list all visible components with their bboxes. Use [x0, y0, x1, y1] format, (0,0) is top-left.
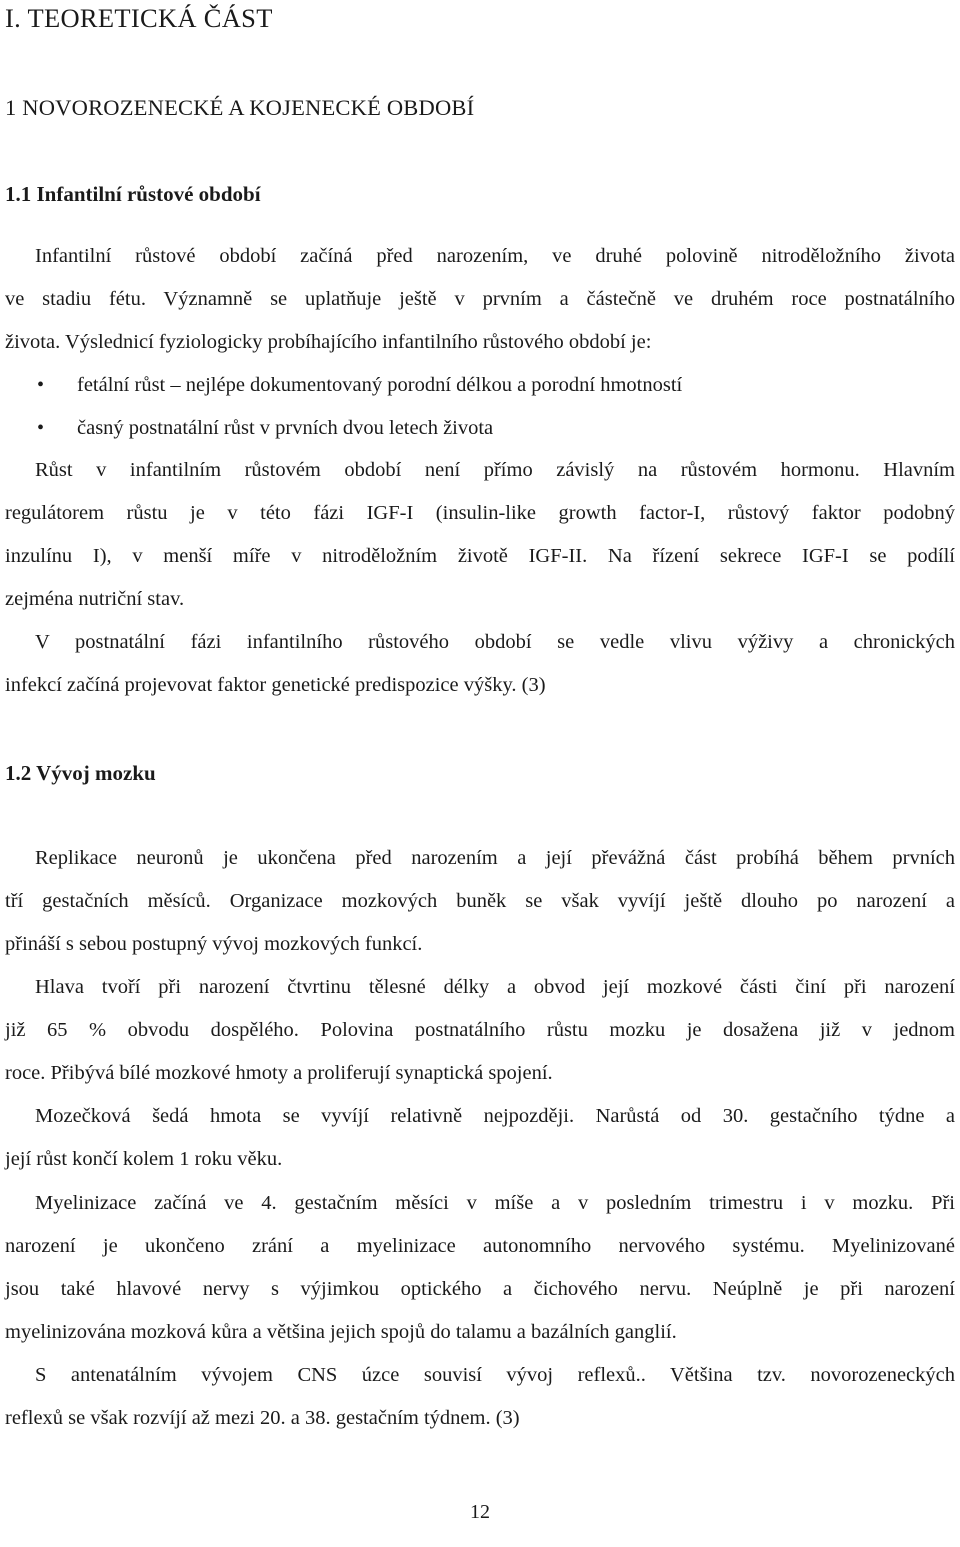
paragraph-line: života. Výslednicí fyziologicky probíhajícího infantilního růstového období je:: [5, 331, 652, 353]
paragraph-line: V postnatální fázi infantilního růstového období se vedle vlivu výživy a chronických: [35, 631, 955, 653]
chapter-heading: I. TEORETICKÁ ČÁST: [5, 3, 273, 33]
paragraph-line: Infantilní růstové období začíná před narozením, ve druhé polovině nitroděložního života: [35, 245, 955, 267]
subsection-heading-1-1: 1.1 Infantilní růstové období: [5, 182, 261, 206]
bullet-icon: •: [37, 374, 45, 396]
paragraph-line: narození je ukončeno zrání a myelinizace autonomního nervového systému. Myelinizované: [5, 1235, 955, 1257]
paragraph-line: S antenatálním vývojem CNS úzce souvisí vývoj reflexů.. Většina tzv. novorozeneckých: [35, 1364, 955, 1386]
paragraph-line: Hlava tvoří při narození čtvrtinu tělesné délky a obvod její mozkové části činí při narození: [35, 976, 955, 998]
paragraph-line: zejména nutriční stav.: [5, 588, 185, 610]
page-number: 12: [470, 1501, 490, 1523]
paragraph-line: Replikace neuronů je ukončena před narozením a její převážná část probíhá během prvních: [35, 847, 955, 869]
paragraph-line: již 65 % obvodu dospělého. Polovina postnatálního růstu mozku je dosažena již v jednom: [5, 1019, 955, 1041]
paragraph-line: myelinizována mozková kůra a většina jejich spojů do talamu a bazálních ganglií.: [5, 1321, 677, 1343]
bullet-item: fetální růst – nejlépe dokumentovaný porodní délkou a porodní hmotností: [77, 374, 683, 396]
paragraph-line: Mozečková šedá hmota se vyvíjí relativně nejpozději. Narůstá od 30. gestačního týdne a: [35, 1105, 955, 1127]
subsection-heading-1-2: 1.2 Vývoj mozku: [5, 761, 156, 785]
paragraph-line: regulátorem růstu je v této fázi IGF-I (insulin-like growth factor-I, růstový faktor podobný: [5, 502, 955, 524]
paragraph-line: Růst v infantilním růstovém období není přímo závislý na růstovém hormonu. Hlavním: [35, 459, 955, 481]
paragraph-line: inzulínu I), v menší míře v nitroděložním životě IGF-II. Na řízení sekrece IGF-I se podílí: [5, 545, 955, 567]
paragraph-line: jsou také hlavové nervy s výjimkou optického a čichového nervu. Neúplně je při narození: [5, 1278, 955, 1300]
paragraph-line: Myelinizace začíná ve 4. gestačním měsíci v míše a v posledním trimestru i v mozku. Při: [35, 1192, 955, 1214]
section-heading: 1 NOVOROZENECKÉ A KOJENECKÉ OBDOBÍ: [5, 95, 475, 120]
paragraph-line: přináší s sebou postupný vývoj mozkových funkcí.: [5, 933, 423, 955]
paragraph-line: reflexů se však rozvíjí až mezi 20. a 38. gestačním týdnem. (3): [5, 1407, 520, 1429]
paragraph-line: infekcí začíná projevovat faktor genetické predispozice výšky. (3): [5, 674, 546, 696]
paragraph-line: roce. Přibývá bílé mozkové hmoty a proliferují synaptická spojení.: [5, 1062, 553, 1084]
paragraph-line: tří gestačních měsíců. Organizace mozkových buněk se však vyvíjí ještě dlouho po narození a: [5, 890, 955, 912]
paragraph-line: ve stadiu fétu. Významně se uplatňuje ještě v prvním a částečně ve druhém roce postnatálního: [5, 288, 955, 310]
bullet-item: časný postnatální růst v prvních dvou letech života: [77, 417, 494, 439]
paragraph-line: její růst končí kolem 1 roku věku.: [5, 1148, 283, 1170]
bullet-icon: •: [37, 417, 45, 439]
